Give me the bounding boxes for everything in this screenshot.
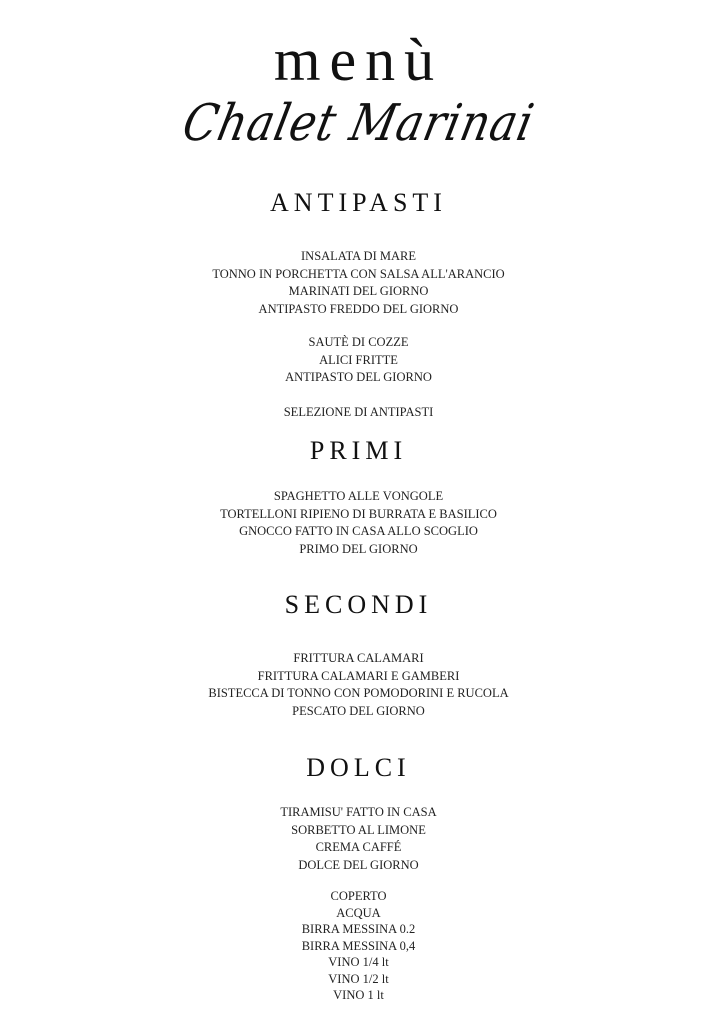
menu-title: menù [273,27,444,93]
extras-list [0,888,717,1004]
section-heading-secondi: SECONDI [284,590,433,619]
menu-item: ANTIPASTO DEL GIORNO [285,370,432,384]
menu-item: COPERTO [330,889,387,903]
antipasti-list-1 [0,248,717,318]
menu-item: INSALATA DI MARE [301,249,416,263]
section-heading-dolci: DOLCI [306,753,411,782]
menu-item: DOLCE DEL GIORNO [298,857,419,872]
menu-item: BISTECCA DI TONNO CON POMODORINI E RUCOLA [208,686,509,700]
menu-item: VINO 1 lt [333,988,384,1002]
primi-list [0,488,717,558]
menu-item: SORBETTO AL LIMONE [291,822,426,837]
menu-item: FRITTURA CALAMARI [293,651,424,665]
menu-item: PESCATO DEL GIORNO [292,703,425,718]
menu-item: BIRRA MESSINA 0.2 [301,922,416,936]
section-heading-primi: PRIMI [309,436,408,465]
menu-item: TORTELLONI RIPIENO DI BURRATA E BASILICO [220,506,497,521]
menu-item: SELEZIONE DI ANTIPASTI [283,405,434,419]
menu-item: GNOCCO FATTO IN CASA ALLO SCOGLIO [239,524,478,538]
menu-item: SPAGHETTO ALLE VONGOLE [273,489,444,503]
antipasti-list-2 [0,334,717,387]
menu-item: TONNO IN PORCHETTA CON SALSA ALL'ARANCIO [212,266,505,281]
antipasti-list-3 [0,404,717,422]
menu-item: ALICI FRITTE [319,352,398,367]
section-heading-antipasti: ANTIPASTI [270,188,447,217]
menu-item: TIRAMISU' FATTO IN CASA [280,805,437,819]
restaurant-name: Chalet Marinai [177,94,540,153]
menu-item: BIRRA MESSINA 0,4 [301,938,416,953]
menu-item: FRITTURA CALAMARI E GAMBERI [257,668,460,683]
menu-item: CREMA CAFFÉ [315,840,402,854]
menu-item: ACQUA [336,905,381,920]
menu-item: VINO 1/4 lt [328,955,389,969]
menu-item: ANTIPASTO FREDDO DEL GIORNO [258,301,459,316]
menu-item: PRIMO DEL GIORNO [299,541,418,556]
secondi-list [0,650,717,720]
menu-item: SAUTÈ DI COZZE [308,335,409,349]
dolci-list [0,804,717,874]
menu-item: VINO 1/2 lt [328,971,389,986]
menu-item: MARINATI DEL GIORNO [288,284,429,298]
